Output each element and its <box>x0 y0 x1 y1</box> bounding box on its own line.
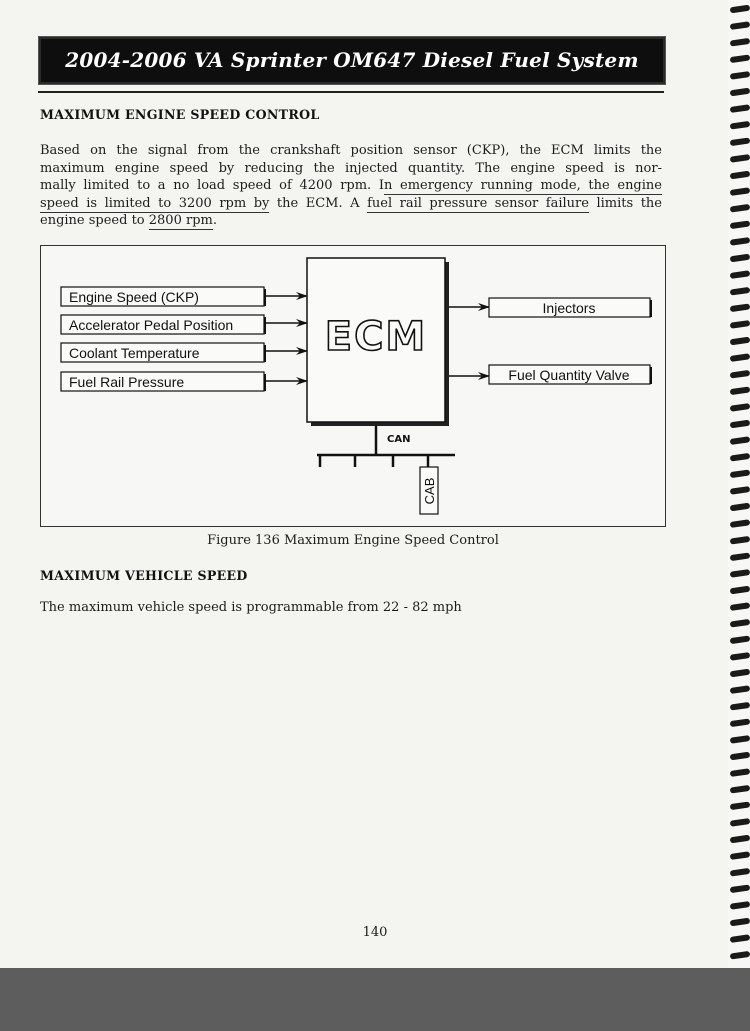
text-run: engine speed to <box>40 213 149 228</box>
underlined-text: 2800 rpm <box>148 213 213 228</box>
binding-coil <box>730 104 750 113</box>
binding-coil <box>730 768 750 777</box>
input-fuel-rail-pressure <box>61 372 307 391</box>
binding-coil <box>730 337 750 346</box>
binding-coil <box>730 137 750 146</box>
paragraph-line <box>40 177 662 195</box>
paragraph-line: maximum engine speed by reducing the injected quantity. The engine speed is nor- <box>40 160 662 176</box>
text-run: limits the <box>588 195 662 211</box>
section-heading-vehicle-speed: MAXIMUM VEHICLE SPEED <box>40 568 248 583</box>
ecm-diagram <box>41 246 665 526</box>
input-label: Engine Speed (CKP) <box>69 289 199 305</box>
binding-coil <box>730 536 750 545</box>
binding-coils <box>728 0 750 968</box>
engine-speed-paragraph <box>40 142 662 230</box>
underlined-text: fuel rail pressure sensor failure <box>367 195 589 211</box>
input-accelerator-pedal <box>61 315 307 334</box>
binding-coil <box>730 752 750 761</box>
paragraph-line: Based on the signal from the crankshaft position sensor (CKP), the ECM limits the <box>40 143 662 158</box>
binding-coil <box>730 237 750 246</box>
binding-coil <box>730 287 750 296</box>
title-banner <box>38 36 666 85</box>
input-label: Accelerator Pedal Position <box>69 317 234 333</box>
binding-coil <box>730 602 750 611</box>
can-label: CAN <box>387 434 411 445</box>
binding-coil <box>730 88 750 97</box>
binding-coil <box>730 453 750 462</box>
header-rule <box>38 91 664 93</box>
binding-coil <box>730 918 750 927</box>
binding-coil <box>730 951 750 960</box>
binding-coil <box>730 420 750 429</box>
binding-coil <box>730 204 750 213</box>
figure-caption: Figure 136 Maximum Engine Speed Control <box>207 533 499 548</box>
output-label: Injectors <box>542 300 596 316</box>
binding-coil <box>730 635 750 644</box>
binding-coil <box>730 121 750 130</box>
output-fuel-quantity-valve <box>449 365 652 384</box>
binding-coil <box>730 586 750 595</box>
binding-coil <box>730 353 750 362</box>
paragraph-line <box>40 195 662 213</box>
binding-coil <box>730 320 750 329</box>
binding-coil <box>730 38 750 47</box>
underlined-text: speed is limited to 3200 rpm by <box>40 195 270 211</box>
binding-coil <box>730 154 750 163</box>
binding-coil <box>730 702 750 711</box>
underlined-text: n emergency running mode, the engine <box>383 178 662 193</box>
binding-coil <box>730 5 750 14</box>
binding-coil <box>730 835 750 844</box>
binding-coil <box>730 785 750 794</box>
binding-coil <box>730 503 750 512</box>
output-injectors <box>449 298 652 317</box>
vehicle-speed-text: The maximum vehicle speed is programmable from 22 - 82 mph <box>40 600 462 615</box>
text-run: . <box>212 213 217 228</box>
text-run: mally limited to a no load speed of 4200 rpm. I <box>40 178 384 193</box>
binding-coil <box>730 54 750 63</box>
binding-coil <box>730 735 750 744</box>
binding-coil <box>730 436 750 445</box>
ecm-label: ECM <box>324 314 428 360</box>
binding-coil <box>730 619 750 628</box>
input-coolant-temperature <box>61 343 307 362</box>
binding-coil <box>730 171 750 180</box>
binding-coil <box>730 386 750 395</box>
binding-coil <box>730 801 750 810</box>
input-label: Coolant Temperature <box>69 345 200 361</box>
binding-coil <box>730 934 750 943</box>
binding-coil <box>730 220 750 229</box>
banner-title: 2004-2006 VA Sprinter OM647 Diesel Fuel System <box>65 48 639 72</box>
binding-coil <box>730 851 750 860</box>
binding-coil <box>730 818 750 827</box>
binding-coil <box>730 669 750 678</box>
can-bus <box>317 426 455 514</box>
ecm-diagram-figure <box>40 245 666 527</box>
binding-coil <box>730 519 750 528</box>
input-engine-speed <box>61 287 307 306</box>
spiral-binding <box>728 0 750 968</box>
output-label: Fuel Quantity Valve <box>508 367 630 383</box>
section-heading-engine-speed: MAXIMUM ENGINE SPEED CONTROL <box>40 107 320 122</box>
page-number: 140 <box>362 925 388 940</box>
binding-coil <box>730 718 750 727</box>
text-run: the ECM. A <box>269 195 368 211</box>
binding-coil <box>730 685 750 694</box>
binding-coil <box>730 552 750 561</box>
binding-coil <box>730 652 750 661</box>
input-label: Fuel Rail Pressure <box>69 374 185 390</box>
paragraph-line <box>40 212 662 230</box>
binding-coil <box>730 270 750 279</box>
binding-coil <box>730 901 750 910</box>
binding-coil <box>730 187 750 196</box>
binding-coil <box>730 71 750 80</box>
binding-coil <box>730 469 750 478</box>
binding-coil <box>730 370 750 379</box>
binding-coil <box>730 403 750 412</box>
binding-coil <box>730 868 750 877</box>
binding-coil <box>730 21 750 30</box>
binding-coil <box>730 254 750 263</box>
binding-coil <box>730 486 750 495</box>
binding-coil <box>730 303 750 312</box>
cab-label: CAB <box>422 477 437 505</box>
binding-coil <box>730 884 750 893</box>
binding-coil <box>730 569 750 578</box>
